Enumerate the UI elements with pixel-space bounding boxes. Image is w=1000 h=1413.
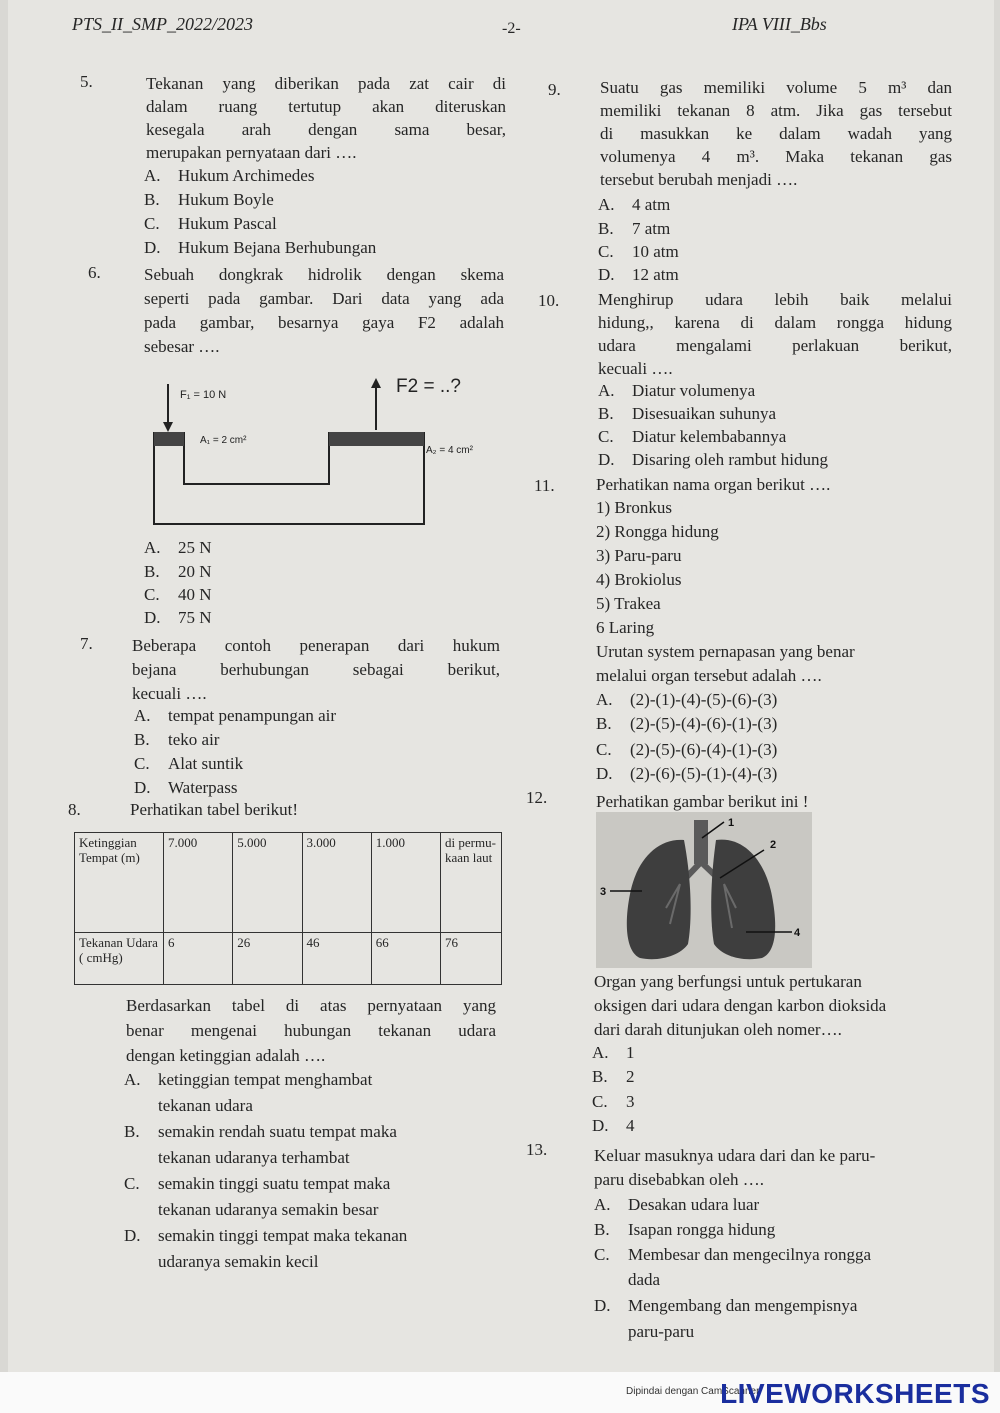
label-4: 4 bbox=[794, 927, 801, 939]
question-number: 11. bbox=[534, 476, 555, 495]
table-row bbox=[75, 933, 502, 985]
question-text-line: dengan ketinggian adalah …. bbox=[126, 1046, 326, 1065]
option-d-cont: udaranya semakin kecil bbox=[158, 1252, 319, 1271]
table-cell: 1.000 bbox=[371, 833, 440, 933]
question-intro: Perhatikan nama organ berikut …. bbox=[596, 475, 831, 494]
question-intro: Perhatikan tabel berikut! bbox=[130, 800, 299, 819]
question-text-line: udara mengalami perlakuan berikut, bbox=[598, 336, 952, 355]
organ-item: 2) Rongga hidung bbox=[596, 522, 719, 541]
question-text-line: hidung,, karena di dalam rongga hidung bbox=[598, 313, 952, 332]
table-cell: 3.000 bbox=[302, 833, 371, 933]
option-c[interactable]: C. 40 N bbox=[144, 585, 212, 604]
question-text-line: kecuali …. bbox=[598, 359, 673, 378]
option-c-cont: tekanan udaranya semakin besar bbox=[158, 1200, 379, 1219]
arrow-up-icon bbox=[371, 378, 381, 388]
option-c-cont: dada bbox=[628, 1270, 661, 1289]
option-b[interactable]: B. 7 atm bbox=[598, 219, 671, 238]
question-number: 6. bbox=[88, 263, 101, 282]
liveworksheets-logo[interactable]: LIVEWORKSHEETS bbox=[720, 1378, 990, 1409]
option-c[interactable]: C. Alat suntik bbox=[134, 754, 244, 773]
large-piston bbox=[329, 432, 424, 446]
question-text-line: Menghirup udara lebih baik melalui bbox=[598, 290, 952, 309]
question-text-line: Berdasarkan tabel di atas pernyataan yang bbox=[126, 996, 496, 1015]
question-text-line: volumenya 4 m³. Maka tekanan gas bbox=[600, 147, 952, 166]
organ-item: 3) Paru-paru bbox=[596, 546, 682, 565]
question-text-line: paru disebabkan oleh …. bbox=[594, 1170, 764, 1189]
question-text-line: memiliki tekanan 8 atm. Jika gas tersebut bbox=[600, 101, 952, 120]
question-text-line: seperti pada gambar. Dari data yang ada bbox=[144, 289, 504, 308]
question-text-line: oksigen dari udara dengan karbon dioksida bbox=[594, 996, 887, 1015]
option-a[interactable]: A. 25 N bbox=[144, 538, 212, 557]
question-text-line: Organ yang berfungsi untuk pertukaran bbox=[594, 972, 862, 991]
lungs-diagram bbox=[596, 812, 812, 968]
option-c[interactable]: C. 10 atm bbox=[598, 242, 679, 261]
footer-bar bbox=[0, 1372, 1000, 1413]
scanner-caption: Dipindai dengan CamScanner bbox=[626, 1386, 760, 1397]
question-text-line: Suatu gas memiliki volume 5 m³ dan bbox=[600, 78, 952, 97]
question-text-line: benar mengenai hubungan tekanan udara bbox=[126, 1021, 496, 1040]
option-b[interactable]: B. Isapan rongga hidung bbox=[594, 1220, 776, 1239]
question-text-line: tersebut berubah menjadi …. bbox=[600, 170, 798, 189]
question-text-line: merupakan pernyataan dari …. bbox=[146, 143, 357, 162]
option-a[interactable]: A. 1 bbox=[592, 1043, 635, 1062]
option-b[interactable]: B. 20 N bbox=[144, 562, 212, 581]
question-text-line: Beberapa contoh penerapan dari hukum bbox=[132, 636, 500, 655]
question-number: 9. bbox=[548, 80, 561, 99]
organ-item: 1) Bronkus bbox=[596, 498, 673, 517]
option-a[interactable]: A. tempat penampungan air bbox=[134, 706, 337, 725]
label-a2: A₂ = 4 cm² bbox=[426, 445, 473, 456]
option-d[interactable]: D. 12 atm bbox=[598, 265, 679, 284]
pressure-altitude-table bbox=[74, 832, 502, 985]
option-a[interactable]: A. 4 atm bbox=[598, 195, 671, 214]
question-text-line: Keluar masuknya udara dari dan ke paru- bbox=[594, 1146, 876, 1165]
option-d[interactable]: D. Hukum Bejana Berhubungan bbox=[144, 238, 377, 257]
option-c[interactable]: C. semakin tinggi suatu tempat maka bbox=[124, 1174, 391, 1193]
question-intro: Perhatikan gambar berikut ini ! bbox=[596, 792, 809, 811]
label-a1: A₁ = 2 cm² bbox=[200, 435, 247, 446]
question-text-line: bejana berhubungan sebagai berikut, bbox=[132, 660, 500, 679]
option-d[interactable]: D. 4 bbox=[592, 1116, 635, 1135]
question-number: 7. bbox=[80, 634, 93, 653]
option-b[interactable]: B. (2)-(5)-(4)-(6)-(1)-(3) bbox=[596, 714, 778, 733]
question-text-line: pada gambar, besarnya gaya F2 adalah bbox=[144, 313, 504, 332]
label-2: 2 bbox=[770, 839, 777, 851]
header-right: IPA VIII_Bbs bbox=[732, 14, 827, 34]
option-b[interactable]: B. Hukum Boyle bbox=[144, 190, 274, 209]
page-number: -2- bbox=[502, 20, 521, 37]
question-text-line: melalui organ tersebut adalah …. bbox=[596, 666, 822, 685]
option-d-cont: paru-paru bbox=[628, 1322, 695, 1341]
option-d[interactable]: D. Disaring oleh rambut hidung bbox=[598, 450, 828, 469]
question-text-line: dari darah ditunjukan oleh nomer…. bbox=[594, 1020, 842, 1039]
label-f2: F2 = ..? bbox=[396, 376, 461, 397]
question-number: 5. bbox=[80, 72, 93, 91]
option-a[interactable]: A. Diatur volumenya bbox=[598, 381, 756, 400]
option-d[interactable]: D. Mengembang dan mengempisnya bbox=[594, 1296, 858, 1315]
question-text-line: kesegala arah dengan sama besar, bbox=[146, 120, 506, 139]
option-b[interactable]: B. 2 bbox=[592, 1067, 635, 1086]
label-f1: F₁ = 10 N bbox=[180, 389, 227, 401]
table-cell: 6 bbox=[164, 933, 233, 985]
option-d[interactable]: D. semakin tinggi tempat maka tekanan bbox=[124, 1226, 408, 1245]
question-text-line: dalam ruang tertutup akan diteruskan bbox=[146, 97, 506, 116]
option-d[interactable]: D. (2)-(6)-(5)-(1)-(4)-(3) bbox=[596, 764, 778, 783]
question-text-line: kecuali …. bbox=[132, 684, 207, 703]
option-a[interactable]: A. Hukum Archimedes bbox=[144, 166, 315, 185]
option-a-cont: tekanan udara bbox=[158, 1096, 253, 1115]
question-number: 13. bbox=[526, 1140, 548, 1159]
hydraulic-jack-diagram bbox=[144, 362, 494, 532]
option-c[interactable]: C. Diatur kelembabannya bbox=[598, 427, 787, 446]
table-row bbox=[75, 833, 502, 933]
table-cell: 66 bbox=[371, 933, 440, 985]
option-b[interactable]: B. teko air bbox=[134, 730, 220, 749]
option-b[interactable]: B. semakin rendah suatu tempat maka bbox=[124, 1122, 397, 1141]
organ-item: 4) Brokiolus bbox=[596, 570, 682, 589]
option-b[interactable]: B. Disesuaikan suhunya bbox=[598, 404, 777, 423]
table-cell: 76 bbox=[441, 933, 502, 985]
table-cell: 7.000 bbox=[164, 833, 233, 933]
question-number: 12. bbox=[526, 788, 548, 807]
option-c[interactable]: C. 3 bbox=[592, 1092, 635, 1111]
option-d[interactable]: D. Waterpass bbox=[134, 778, 238, 797]
question-text-line: Sebuah dongkrak hidrolik dengan skema bbox=[144, 265, 504, 284]
label-1: 1 bbox=[728, 817, 735, 829]
option-d[interactable]: D. 75 N bbox=[144, 608, 212, 627]
organ-item: 6 Laring bbox=[596, 618, 655, 637]
question-text-line: sebesar …. bbox=[144, 337, 220, 356]
question-number: 8. bbox=[68, 800, 81, 819]
option-b-cont: tekanan udaranya terhambat bbox=[158, 1148, 350, 1167]
question-text-line: Urutan system pernapasan yang benar bbox=[596, 642, 855, 661]
exam-page bbox=[8, 0, 994, 1372]
option-a[interactable]: A. Desakan udara luar bbox=[594, 1195, 760, 1214]
header-left: PTS_II_SMP_2022/2023 bbox=[72, 14, 253, 34]
row-header: Tekanan Udara ( cmHg) bbox=[75, 933, 164, 985]
option-a[interactable]: A. ketinggian tempat menghambat bbox=[124, 1070, 373, 1089]
small-piston bbox=[154, 432, 184, 446]
arrow-down-icon bbox=[163, 422, 173, 432]
table-cell: di permu-kaan laut bbox=[441, 833, 502, 933]
table-cell: 5.000 bbox=[233, 833, 302, 933]
label-3: 3 bbox=[600, 886, 607, 898]
organ-item: 5) Trakea bbox=[596, 594, 661, 613]
table-cell: 46 bbox=[302, 933, 371, 985]
question-text-line: di masukkan ke dalam wadah yang bbox=[600, 124, 952, 143]
option-c[interactable]: C. Membesar dan mengecilnya rongga bbox=[594, 1245, 872, 1264]
row-header: Ketinggian Tempat (m) bbox=[75, 833, 164, 933]
table-cell: 26 bbox=[233, 933, 302, 985]
question-number: 10. bbox=[538, 291, 560, 310]
option-c[interactable]: C. Hukum Pascal bbox=[144, 214, 277, 233]
option-a[interactable]: A. (2)-(1)-(4)-(5)-(6)-(3) bbox=[596, 690, 778, 709]
question-text-line: Tekanan yang diberikan pada zat cair di bbox=[146, 74, 506, 93]
option-c[interactable]: C. (2)-(5)-(6)-(4)-(1)-(3) bbox=[596, 740, 778, 759]
